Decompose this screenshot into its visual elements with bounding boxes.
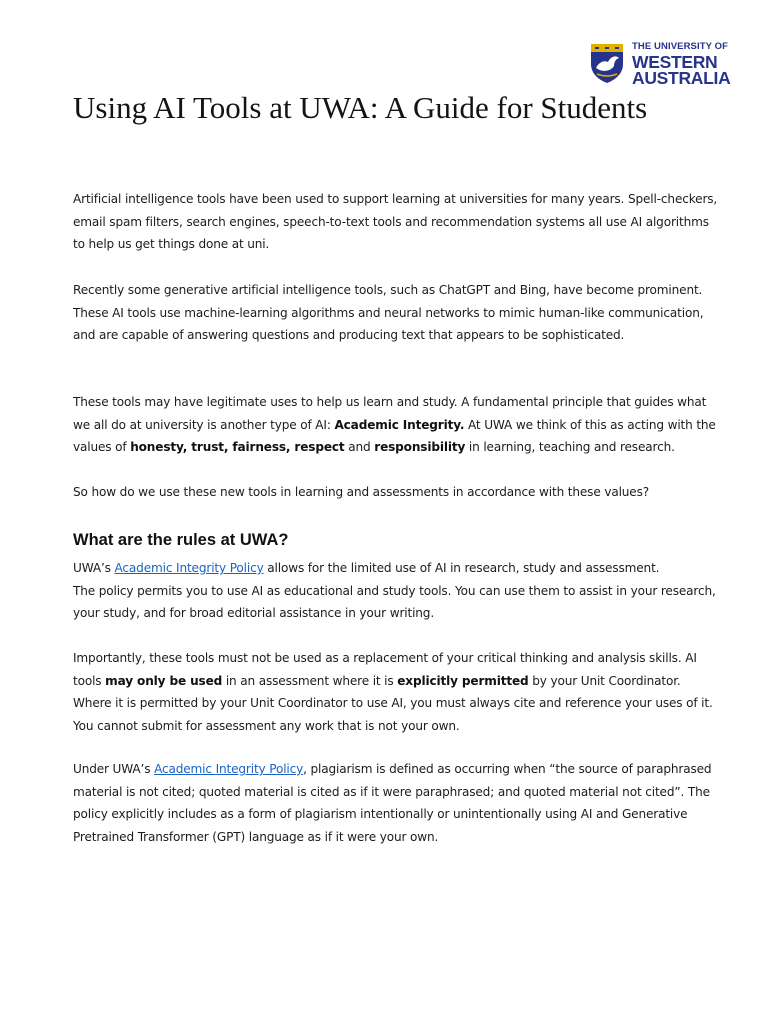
rules-paragraph-1 <box>73 557 721 625</box>
bold-explicitly-permitted: explicitly permitted <box>397 673 529 688</box>
rules-heading: What are the rules at UWA? <box>73 531 289 549</box>
text-segment: , plagiarism is defined as occurring when “the source of paraphrased material is not cited; quoted material is cited as if it were paraphrased; and quoted material not cited”. The policy explicitly includes as a form of plagiarism intentionally or unintentionally using AI and Generative Pretrained Transformer (GPT) language as if it were your own. <box>73 762 712 844</box>
text-segment: by your Unit Coordinator. Where it is permitted by your Unit Coordinator to use AI, you must always cite and reference your uses of it. You cannot submit for assessment any work that is not your own. <box>73 673 713 733</box>
bold-academic-integrity: Academic Integrity. <box>334 417 465 432</box>
rules-paragraph-3 <box>73 758 721 848</box>
text-segment: and <box>344 440 375 454</box>
text-segment: These tools may have legitimate uses to help us learn and study. A fundamental principle that guides what we all do at university is another type of AI: <box>73 395 707 432</box>
page-title: Using AI Tools at UWA: A Guide for Students <box>73 90 648 125</box>
bold-values: honesty, trust, fairness, respect <box>130 440 345 454</box>
uwa-crest-icon <box>589 42 625 84</box>
intro-paragraph-1: Artificial intelligence tools have been used to support learning at universities for many years. Spell-checkers, email spam filters, search engines, speech-to-text tools and recommendation systems all use AI algorithms to help us get things done at uni. <box>73 192 718 251</box>
text-segment: Under UWA’s <box>73 762 155 776</box>
text-segment: The policy permits you to use AI as educational and study tools. You can use them to assist in your research, your study, and for broad editorial assistance in your writing. <box>73 583 716 620</box>
intro-paragraph-4: So how do we use these new tools in learning and assessments in accordance with these values? <box>73 485 650 499</box>
academic-integrity-policy-link[interactable]: Academic Integrity Policy <box>154 762 304 776</box>
logo-line-australia: AUSTRALIA <box>632 67 731 88</box>
academic-integrity-policy-link[interactable]: Academic Integrity Policy <box>114 561 264 575</box>
text-segment: Importantly, these tools must not be used as a replacement of your critical thinking and analysis skills. AI tools <box>73 651 697 688</box>
intro-paragraph-2: Recently some generative artificial intelligence tools, such as ChatGPT and Bing, have become prominent. These AI tools use machine-learning algorithms and neural networks to mimic human-like communication, and are capable of answering questions and producing text that appears to be sophisticated. <box>73 283 704 342</box>
uwa-logo <box>589 40 729 86</box>
text-segment: allows for the limited use of AI in research, study and assessment. <box>263 561 660 575</box>
bold-may-only-be-used: may only be used <box>105 673 223 688</box>
rules-paragraph-2 <box>73 647 721 737</box>
text-segment: in learning, teaching and research. <box>465 440 675 454</box>
logo-line-university-of: THE UNIVERSITY OF <box>632 41 729 52</box>
intro-paragraph-3 <box>73 391 721 459</box>
text-segment: At UWA we think of this as acting with the values of <box>73 417 716 454</box>
text-segment: UWA’s <box>73 561 115 575</box>
bold-responsibility: responsibility <box>374 440 466 454</box>
logo-line-western: WESTERN <box>632 51 718 72</box>
text-segment: in an assessment where it is <box>222 673 398 688</box>
